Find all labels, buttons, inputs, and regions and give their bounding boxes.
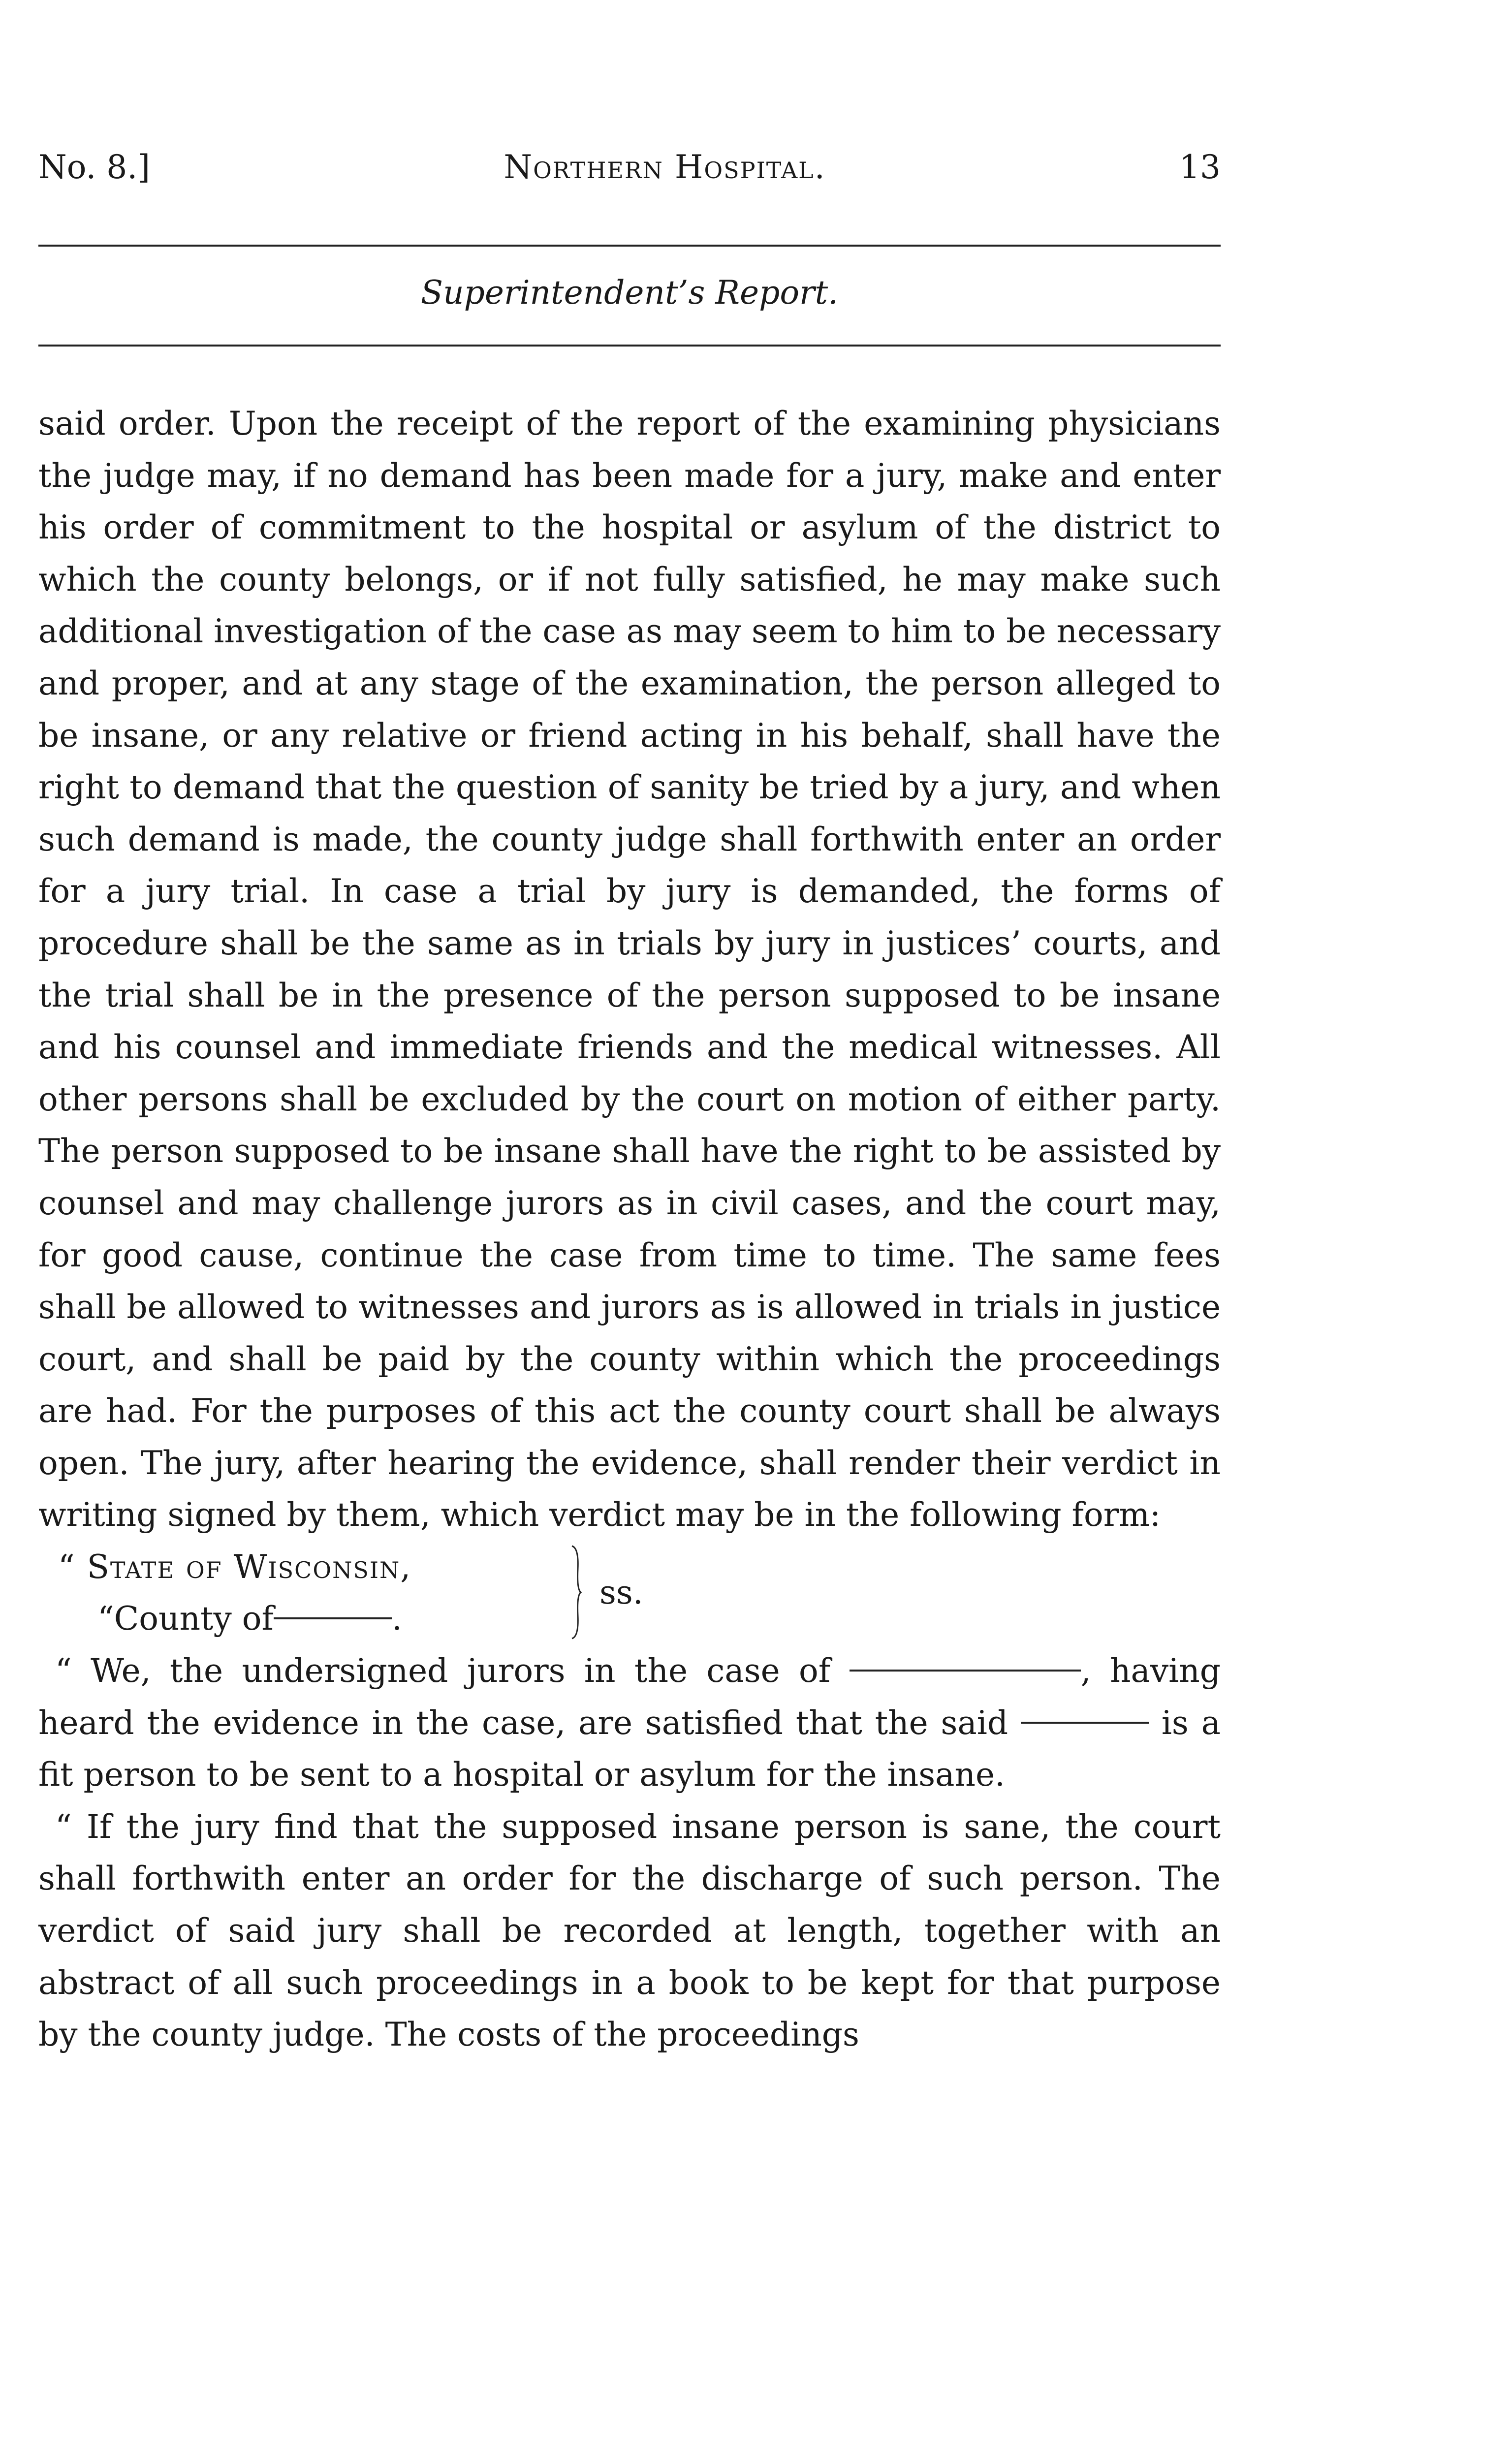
verdict-paragraph: [38, 1645, 1221, 1801]
body-text: [38, 398, 1221, 2061]
verdict-text-1: “ We, the undersigned jurors in the case of: [55, 1652, 831, 1690]
document-number: No. 8.]: [38, 148, 151, 186]
form-caption: [38, 1541, 644, 1645]
case-name-blank: [850, 1670, 1081, 1672]
running-header: [38, 148, 1221, 187]
county-blank: [274, 1617, 392, 1619]
main-paragraph: said order. Upon the receipt of the report of the examining physicians the judge may, if no demand has been made for a jury, make and enter his order of commitment to the hospital or asylum of the district to which the county belongs, or if not fully satisfied, he may make such additional investigation of the case as may seem to him to be necessary and proper, and at any stage of the examination, the person alleged to be insane, or any relative or friend acting in his behalf, shall have the right to demand that the question of sanity be tried by a jury, and when such demand is made, the county judge shall forthwith enter an order for a jury trial. In case a trial by jury is demanded, the forms of procedure shall be the same as in trials by jury in justices’ courts, and the trial shall be in the presence of the person supposed to be insane and his counsel and immediate friends and the medical witnesses. All other persons shall be excluded by the court on motion of either party. The person supposed to be insane shall have the right to be assisted by counsel and may challenge jurors as in civil cases, and the court may, for good cause, continue the case from time to time. The same fees shall be allowed to witnesses and jurors as is allowed in trials in justice court, and shall be paid by the county within which the proceedings are had. For the purposes of this act the county court shall be always open. The jury, after hearing the evidence, shall render their verdict in writing signed by them, which verdict may be in the following form:: [38, 405, 1221, 1534]
caption-ss: ss.: [599, 1574, 643, 1612]
header-rule-bottom: [38, 345, 1221, 347]
county-suffix: .: [391, 1600, 402, 1638]
county-prefix: “County of: [97, 1600, 274, 1638]
page-number: 13: [1179, 148, 1221, 186]
verdict-text-2: , having heard the evidence in the case, are satisfied that the said: [38, 1652, 1221, 1742]
verdict-text-3: is a fit person to be sent to a hospital or asylum for the insane.: [38, 1704, 1221, 1794]
section-subheader: Superintendent’s Report.: [420, 274, 839, 312]
caption-state-line: “ State of Wisconsin,: [58, 1548, 412, 1586]
running-title: Northern Hospital.: [504, 148, 826, 186]
header-rule-top: [38, 245, 1221, 247]
person-name-blank: [1021, 1722, 1149, 1724]
caption-brace: [570, 1544, 583, 1641]
closing-paragraph: “ If the jury find that the supposed insane person is sane, the court shall forthwith enter an order for the discharge of such person. The verdict of said jury shall be recorded at length, together with an abstract of all such proceedings in a book to be kept for that purpose by the county judge. The costs of the proceedings: [38, 1807, 1221, 2054]
caption-county-line: [97, 1593, 402, 1645]
